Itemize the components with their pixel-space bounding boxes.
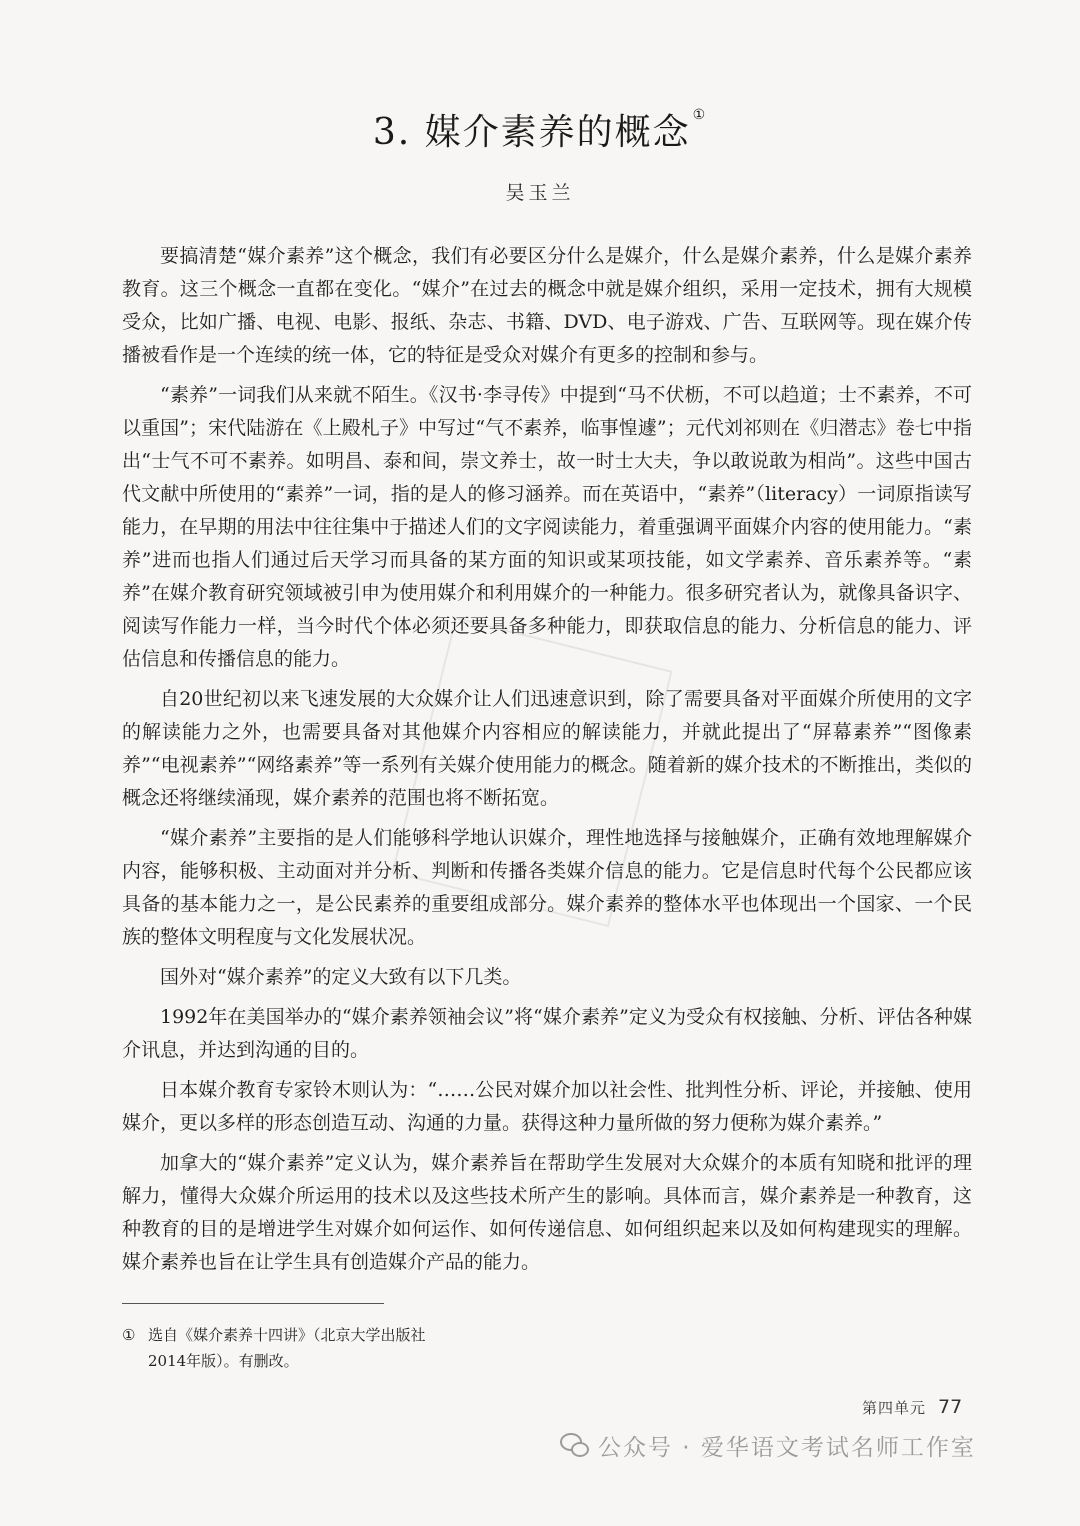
paragraph-8: 加拿大的“媒介素养”定义认为，媒介素养旨在帮助学生发展对大众媒介的本质有知晓和批评的理解力，懂得大众媒介所运用的技术以及这些技术所产生的影响。具体而言，媒介素养是一种教育，这种教育的目的是增进学生对媒介如何运作、如何传递信息、如何组织起来以及如何构建现实的理解。媒介素养也旨在让学生具有创造媒介产品的能力。 (122, 1152, 972, 1273)
paragraph-5: 国外对“媒介素养”的定义大致有以下几类。 (160, 966, 522, 988)
paragraph-6: 1992年在美国举办的“媒介素养领袖会议”将“媒介素养”定义为受众有权接触、分析、评估各种媒介讯息，并达到沟通的目的。 (122, 1006, 972, 1061)
paragraph-4: “媒介素养”主要指的是人们能够科学地认识媒介，理性地选择与接触媒介，正确有效地理解媒介内容，能够积极、主动面对并分析、判断和传播各类媒介信息的能力。它是信息时代每个公民都应该具备的基本能力之一，是公民素养的重要组成部分。媒介素养的整体水平也体现出一个国家、一个民族的整体文明程度与文化发展状况。 (122, 827, 972, 948)
watermark-text: 公众号 · 爱华语文考试名师工作室 (598, 1434, 976, 1461)
footnote-number: ① (122, 1326, 136, 1344)
paragraph-7: 日本媒介教育专家铃木则认为：“……公民对媒介加以社会性、批判性分析、评论，并接触、使用媒介，更以多样的形态创造互动、沟通的力量。获得这种力量所做的努力便称为媒介素养。” (122, 1079, 972, 1134)
page-footer (862, 1396, 962, 1418)
paragraph-2: “素养”一词我们从来就不陌生。《汉书·李寻传》中提到“马不伏枥，不可以趋道；士不素养，不可以重国”；宋代陆游在《上殿札子》中写过“气不素养，临事惶遽”；元代刘祁则在《归潜志》卷七中指出“士气不可不素养。如明昌、泰和间，崇文养士，故一时士大夫，争以敢说敢为相尚”。这些中国古代文献中所使用的“素养”一词，指的是人的修习涵养。而在英语中，“素养”（literacy）一词原指读写能力，在早期的用法中往往集中于描述人们的文字阅读能力，着重强调平面媒介内容的使用能力。“素养”进而也指人们通过后天学习而具备的某方面的知识或某项技能，如文学素养、音乐素养等。“素养”在媒介教育研究领域被引申为使用媒介和利用媒介的一种能力。很多研究者认为，就像具备识字、阅读写作能力一样，当今时代个体必须还要具备多种能力，即获取信息的能力、分析信息的能力、评估信息和传播信息的能力。 (122, 384, 972, 670)
title-footnote-mark: ① (692, 107, 708, 123)
footnote-divider (122, 1303, 384, 1304)
paragraph-1: 要搞清楚“媒介素养”这个概念，我们有必要区分什么是媒介，什么是媒介素养，什么是媒介素养教育。这三个概念一直都在变化。“媒介”在过去的概念中就是媒介组织，采用一定技术，拥有大规模受众，比如广播、电视、电影、报纸、杂志、书籍、DVD、电子游戏、广告、互联网等。现在媒介传播被看作是一个连续的统一体，它的特征是受众对媒介有更多的控制和参与。 (122, 245, 972, 366)
article-body (122, 240, 972, 1286)
wechat-watermark (560, 1420, 976, 1470)
page-title (0, 104, 1080, 155)
unit-label: 第四单元 (862, 1399, 927, 1417)
wechat-icon (560, 1433, 588, 1457)
page-number: 77 (938, 1396, 963, 1418)
paragraph-3: 自20世纪初以来飞速发展的大众媒介让人们迅速意识到，除了需要具备对平面媒介所使用的文字的解读能力之外，也需要具备对其他媒介内容相应的解读能力，并就此提出了“屏幕素养”“图像素养”“电视素养”“网络素养”等一系列有关媒介使用能力的概念。随着新的媒介技术的不断推出，类似的概念还将继续涌现，媒介素养的范围也将不断拓宽。 (122, 688, 972, 809)
footnote (122, 1322, 522, 1374)
footnote-line-1 (122, 1322, 522, 1348)
footnote-text-2: 2014年版）。有删改。 (148, 1352, 299, 1370)
title-text: 3. 媒介素养的概念 (372, 112, 691, 153)
author-name: 吴玉兰 (505, 182, 575, 204)
footnote-text-1: 选自《媒介素养十四讲》（北京大学出版社 (148, 1326, 426, 1344)
